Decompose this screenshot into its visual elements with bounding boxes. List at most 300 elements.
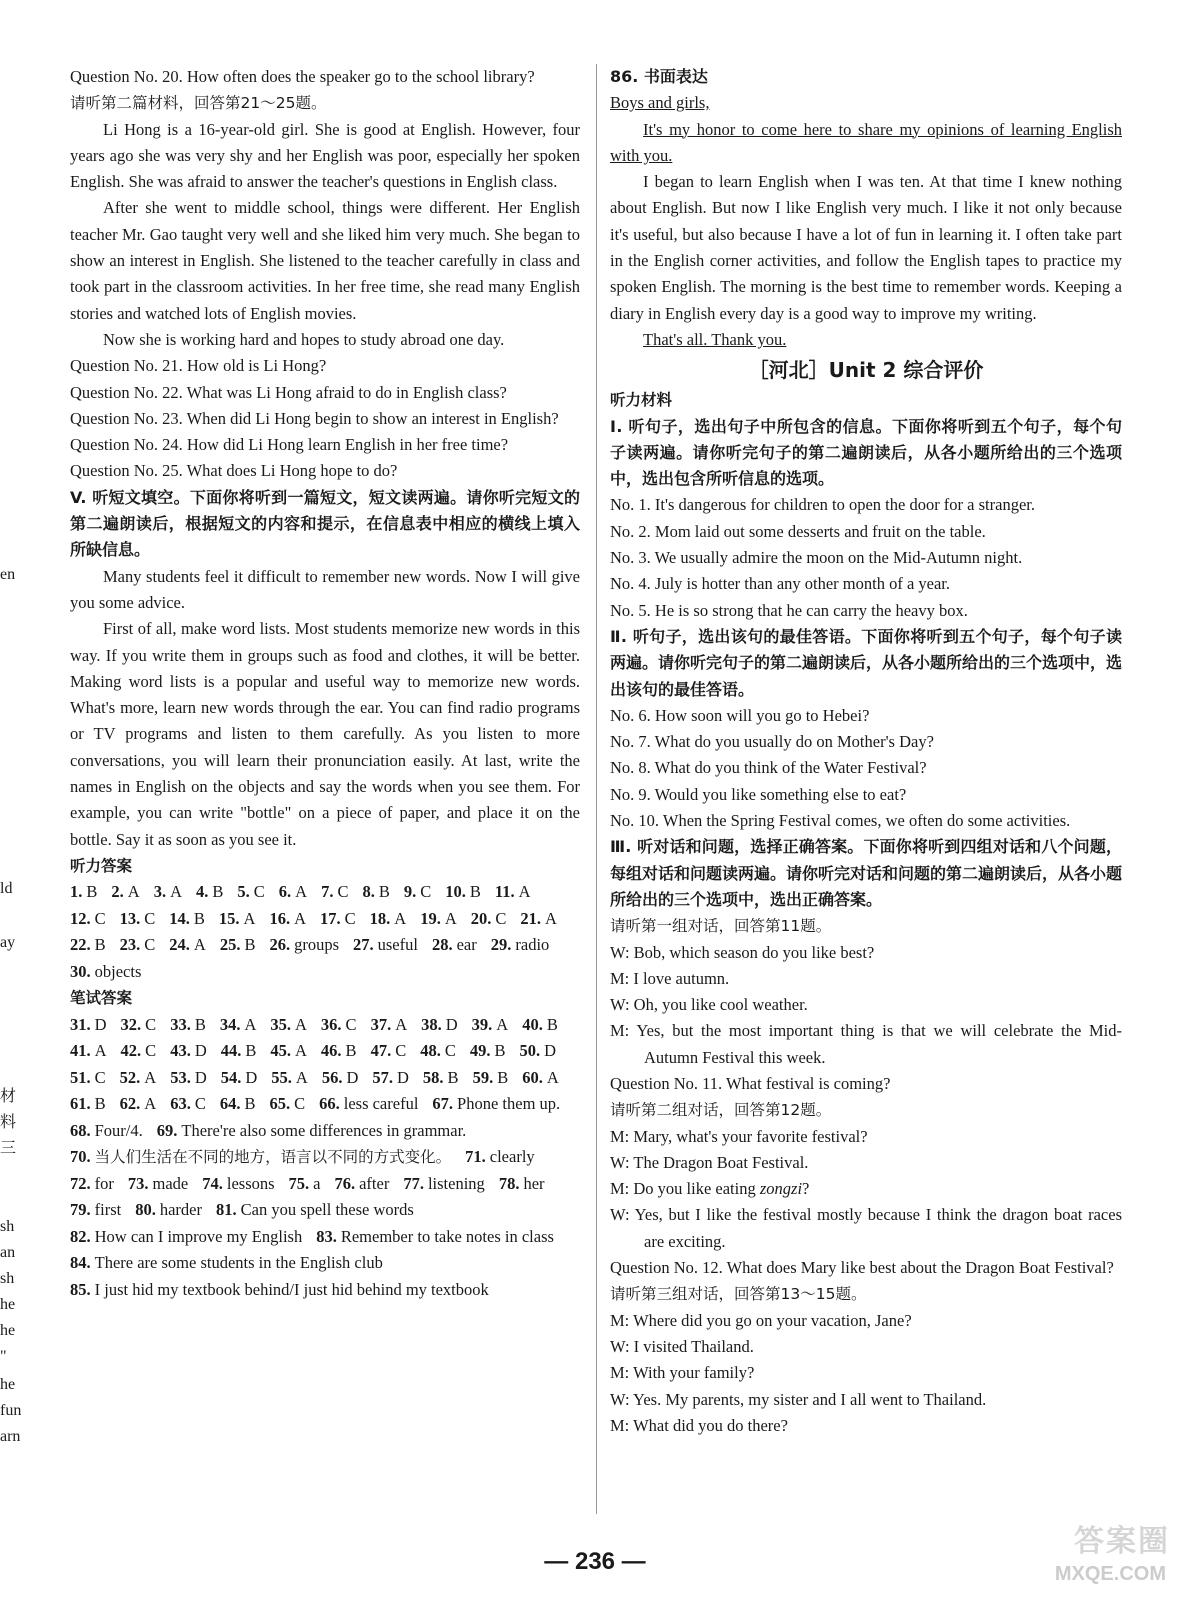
answer-item xyxy=(404,879,431,906)
answer-item xyxy=(370,906,407,933)
answer-value: B xyxy=(494,1041,506,1060)
answer-value: A xyxy=(243,908,256,928)
answer-value: first xyxy=(94,1200,122,1219)
answer-number: 75. xyxy=(288,1173,310,1193)
answer-item xyxy=(269,906,306,933)
answer-number: 19. xyxy=(420,908,441,928)
answer-value: C xyxy=(495,908,507,928)
question-25: Question No. 25. What does Li Hong hope to do? xyxy=(70,461,398,481)
margin-fragment: 料 xyxy=(0,1114,17,1131)
column-divider xyxy=(596,64,597,1514)
answer-item xyxy=(219,906,256,933)
answer-number: 42. xyxy=(120,1041,142,1060)
answer-value: lessons xyxy=(226,1173,275,1193)
answer-number: 35. xyxy=(270,1014,291,1034)
answer-number: 78. xyxy=(498,1173,520,1193)
answer-number: 55. xyxy=(271,1067,292,1087)
answer-number: 9. xyxy=(403,882,417,902)
answer-item xyxy=(121,1012,157,1039)
answer-value: A xyxy=(518,882,531,902)
answer-item xyxy=(279,879,307,906)
question-24: Question No. 24. How did Li Hong learn English in her free time? xyxy=(70,435,509,455)
answer-number: 23. xyxy=(119,935,141,955)
answer-item xyxy=(70,1091,106,1118)
answer-value: A xyxy=(295,1067,308,1087)
answer-item xyxy=(154,879,182,906)
answer-number: 47. xyxy=(370,1041,392,1060)
answer-value: A xyxy=(244,1014,257,1034)
answer-number: 32. xyxy=(120,1014,142,1034)
answer-item xyxy=(362,879,389,906)
unit-title: ［河北］Unit 2 综合评价 xyxy=(748,358,984,383)
answer-number: 69. xyxy=(156,1120,178,1140)
question-20: Question No. 20. How often does the speaker go to the school library? xyxy=(70,67,535,86)
answer-number: 10. xyxy=(445,882,466,902)
answer-item xyxy=(316,1224,554,1251)
answer-number: 81. xyxy=(215,1200,237,1219)
margin-fragment: 材 xyxy=(0,1088,17,1105)
answer-value: A xyxy=(295,882,308,902)
answer-value: B xyxy=(378,882,390,902)
answer-item xyxy=(271,1065,308,1092)
question-22: Question No. 22. What was Li Hong afraid to do in English class? xyxy=(70,382,507,402)
listening-answers-list xyxy=(70,879,580,985)
answer-number: 28. xyxy=(431,935,453,955)
answer-number: 79. xyxy=(70,1200,91,1219)
answer-number: 4. xyxy=(195,882,209,902)
answer-number: 70. xyxy=(70,1147,91,1166)
answer-value: D xyxy=(94,1014,107,1034)
answer-number: 29. xyxy=(490,935,512,955)
essay-closing: That's all. Thank you. xyxy=(643,329,787,349)
answer-value: C xyxy=(444,1041,456,1060)
answer-item xyxy=(170,1038,207,1065)
answer-number: 51. xyxy=(70,1067,91,1087)
section-3-instruction: Ⅲ. 听对话和问题，选择正确答案。下面你将听到四组对话和八个问题，每组对话和问题读两遍。请你听完对话和问题的第二遍朗读后，从各小题所给出的三个选项中，选出正确答案。 xyxy=(610,837,1123,909)
margin-fragment: arn xyxy=(0,1428,21,1445)
answer-value: B xyxy=(244,935,256,955)
dialogue-line: W: The Dragon Boat Festival. xyxy=(610,1152,809,1172)
answer-value: A xyxy=(127,882,140,902)
answer-number: 60. xyxy=(522,1067,543,1087)
answer-value: B xyxy=(86,882,98,902)
passage-paragraph: Li Hong is a 16-year-old girl. She is good at English. However, four years ago she was very shy and her English was poor, especially her spoken English. She was afraid to answer the teacher's questions in English class. xyxy=(70,119,580,192)
answer-item xyxy=(70,932,106,959)
answer-number: 66. xyxy=(319,1094,340,1113)
section-2-instruction: Ⅱ. 听句子，选出该句的最佳答语。下面你将听到五个句子，每个句子读两遍。请你听完句子的第二遍朗读后，从各小题所给出的三个选项中，选出该句的最佳答语。 xyxy=(610,626,1123,699)
answer-number: 45. xyxy=(270,1041,291,1060)
answer-number: 24. xyxy=(169,935,190,955)
answer-number: 56. xyxy=(321,1067,343,1087)
answer-item xyxy=(70,906,106,933)
answer-number: 2. xyxy=(111,882,124,902)
answer-number: 46. xyxy=(320,1041,342,1060)
answer-number: 15. xyxy=(218,908,240,928)
answer-item xyxy=(334,1171,389,1198)
answer-item xyxy=(70,1224,302,1251)
dialogue-line: W: Bob, which season do you like best? xyxy=(610,942,875,962)
answer-number: 1. xyxy=(70,882,83,902)
answer-value: B xyxy=(94,935,106,955)
answer-number: 12. xyxy=(70,908,91,928)
answer-value: 当人们生活在不同的地方，语言以不同的方式变化。 xyxy=(94,1148,452,1166)
answer-number: 22. xyxy=(70,935,91,955)
answer-number: 7. xyxy=(321,882,334,902)
answer-item xyxy=(120,906,156,933)
answer-item xyxy=(420,1038,456,1065)
answer-item xyxy=(321,1012,357,1039)
sentence-item: No. 9. Would you like something else to eat? xyxy=(610,784,907,804)
answer-value: A xyxy=(394,908,407,928)
answer-number: 77. xyxy=(403,1173,424,1193)
answer-value: C xyxy=(94,1067,106,1087)
margin-fragment: ld xyxy=(0,880,13,897)
answer-value: A xyxy=(94,1041,107,1060)
answer-item xyxy=(121,1038,157,1065)
answer-value: Can you spell these words xyxy=(240,1200,414,1219)
answer-number: 68. xyxy=(70,1120,91,1140)
sentence-item: No. 6. How soon will you go to Hebei? xyxy=(610,705,870,725)
answer-value: How can I improve my English xyxy=(94,1226,303,1246)
answer-number: 38. xyxy=(421,1014,442,1034)
answer-value: for xyxy=(94,1173,114,1193)
answer-number: 52. xyxy=(119,1067,141,1087)
dialogue-line: M: With your family? xyxy=(610,1363,755,1383)
left-column xyxy=(70,64,580,1303)
answer-number: 33. xyxy=(170,1014,191,1034)
answer-value: less careful xyxy=(343,1094,419,1113)
answer-item xyxy=(169,932,206,959)
answer-item xyxy=(499,1171,545,1198)
essay-opening: It's my honor to come here to share my opinions of learning English with you. xyxy=(610,119,1122,165)
dialogue-text: M: Do you like eating xyxy=(610,1179,760,1199)
answer-value: C xyxy=(94,908,106,928)
answer-item xyxy=(421,1012,458,1039)
answer-value: D xyxy=(544,1041,557,1060)
answer-number: 53. xyxy=(170,1067,191,1087)
answer-item xyxy=(470,1038,506,1065)
answer-item xyxy=(196,879,223,906)
answer-number: 34. xyxy=(219,1014,241,1034)
instruction-group-1: 请听第一组对话，回答第11题。 xyxy=(610,917,832,936)
answer-item xyxy=(170,1091,206,1118)
answer-item xyxy=(353,932,418,959)
dialogue-line: W: Yes. My parents, my sister and I all went to Thailand. xyxy=(610,1389,987,1409)
answer-value: ear xyxy=(456,935,477,955)
margin-fragment: he xyxy=(0,1296,16,1313)
sentence-item: No. 8. What do you think of the Water Festival? xyxy=(610,758,927,778)
watermark xyxy=(1010,1516,1170,1586)
answer-value: A xyxy=(295,1041,307,1060)
written-answers-list xyxy=(70,1012,580,1304)
dialogue-line: W: Oh, you like cool weather. xyxy=(610,995,808,1015)
answer-item xyxy=(269,932,339,959)
answer-item xyxy=(70,1065,106,1092)
answer-item xyxy=(120,932,156,959)
answer-number: 31. xyxy=(70,1014,91,1034)
dialogue-line: M: What did you do there? xyxy=(610,1415,788,1435)
instruction-passage-2: 请听第二篇材料，回答第21～25题。 xyxy=(70,94,327,113)
passage-paragraph: Many students feel it difficult to remember new words. Now I will give you some advice. xyxy=(70,566,580,612)
answer-value: a xyxy=(313,1173,321,1193)
answer-item xyxy=(202,1171,274,1198)
answer-value: A xyxy=(545,908,557,928)
answer-item xyxy=(471,906,507,933)
answer-item xyxy=(320,906,356,933)
answer-item xyxy=(420,906,457,933)
answer-item xyxy=(216,1197,414,1224)
answer-item xyxy=(372,1065,409,1092)
answer-number: 44. xyxy=(220,1041,242,1060)
margin-fragment: sh xyxy=(0,1218,15,1235)
margin-fragment: fun xyxy=(0,1402,22,1419)
dialogue-line: M: Yes, but the most important thing is that we will celebrate the Mid-Autumn Festival this week. xyxy=(610,1021,1122,1067)
answer-item xyxy=(170,1065,207,1092)
margin-fragment: sh xyxy=(0,1270,15,1287)
answer-item xyxy=(70,1171,114,1198)
dialogue-italic-word: zongzi xyxy=(759,1179,803,1199)
answer-value: her xyxy=(523,1173,545,1193)
answer-item xyxy=(237,879,264,906)
answer-item xyxy=(423,1065,459,1092)
answer-value: B xyxy=(244,1094,256,1113)
answer-number: 41. xyxy=(70,1041,91,1060)
section-5-instruction: V. 听短文填空。下面你将听到一篇短文，短文读两遍。请你听完短文的第二遍朗读后，根据短文的内容和提示，在信息表中相应的横线上填入所缺信息。 xyxy=(70,487,580,560)
answer-value: C xyxy=(194,1094,206,1113)
answer-number: 8. xyxy=(362,882,375,902)
answer-number: 5. xyxy=(237,882,250,902)
answer-item xyxy=(522,1065,559,1092)
answer-number: 21. xyxy=(520,908,542,928)
sentence-item: No. 5. He is so strong that he can carry the heavy box. xyxy=(610,600,968,620)
margin-fragment: he xyxy=(0,1322,16,1339)
answer-value: B xyxy=(245,1041,257,1060)
answer-item xyxy=(70,1144,451,1171)
answer-item xyxy=(70,879,97,906)
question-12: Question No. 12. What does Mary like best about the Dragon Boat Festival? xyxy=(610,1258,1114,1278)
answer-number: 26. xyxy=(269,935,291,955)
answer-value: after xyxy=(359,1173,390,1193)
answer-number: 14. xyxy=(169,908,190,928)
answer-value: C xyxy=(144,935,156,955)
answer-value: C xyxy=(145,1041,157,1060)
answer-value: C xyxy=(345,1014,357,1034)
answer-value: B xyxy=(194,1014,206,1034)
answer-item xyxy=(289,1171,321,1198)
answer-number: 74. xyxy=(202,1173,223,1193)
answer-item xyxy=(170,1012,206,1039)
watermark-logo: 答案圈 xyxy=(1074,1525,1170,1558)
answer-number: 36. xyxy=(320,1014,342,1034)
answer-item xyxy=(432,932,477,959)
answer-number: 11. xyxy=(494,882,515,902)
sentence-item: No. 4. July is hotter than any other month of a year. xyxy=(610,574,951,594)
answer-number: 6. xyxy=(278,882,292,902)
answer-value: C xyxy=(144,908,156,928)
answer-item xyxy=(70,1118,143,1145)
dialogue-line: M: Mary, what's your favorite festival? xyxy=(610,1126,868,1146)
answer-number: 62. xyxy=(119,1094,141,1113)
answer-number: 27. xyxy=(353,935,374,955)
answer-value: radio xyxy=(515,935,550,955)
essay-body: I began to learn English when I was ten. At that time I knew nothing about English. But now I like English very much. I like it not only because it's useful, but also because I have a lot of fun in learning it. I often take part in the English corner activities, and follow the English tapes to practice my spoken English. The morning is the best time to remember words. Keeping a diary in English every day is a good way to improve my writing. xyxy=(610,172,1122,323)
answer-value: Four/4. xyxy=(94,1120,143,1140)
sentence-item: No. 2. Mom laid out some desserts and fruit on the table. xyxy=(610,521,986,541)
answer-value: C xyxy=(294,1094,306,1113)
passage-paragraph: After she went to middle school, things were different. Her English teacher Mr. Gao taught very well and she liked him very much. She began to show an interest in English. She listened to the teacher carefully in class and took part in the classroom activities. In her free time, she read many English stories and watched lots of English movies. xyxy=(70,198,580,323)
answer-item xyxy=(135,1197,202,1224)
answer-number: 73. xyxy=(127,1173,149,1193)
answer-number: 48. xyxy=(420,1041,441,1060)
listening-answers-title: 听力答案 xyxy=(70,856,133,875)
answer-number: 71. xyxy=(465,1147,486,1166)
answer-value: B xyxy=(212,882,224,902)
answer-number: 13. xyxy=(119,908,141,928)
answer-item xyxy=(432,1091,560,1118)
answer-value: B xyxy=(497,1067,509,1087)
question-11: Question No. 11. What festival is coming? xyxy=(610,1073,891,1093)
answer-value: A xyxy=(144,1067,157,1087)
passage-paragraph: First of all, make word lists. Most students memorize new words in this way. If you write them in groups such as food and clothes, it will be better. Making word lists is a popular and useful way to memorize new words. What's more, learn new words through the ear. You can find radio programs or TV programs and listen to them carefully. As you listen to more conversations, you will learn their pronunciation easily. At last, write the names in English on the objects and say the words when you see them. For example, you can write "bottle" on a piece of paper, and place it on the bottle. Say it as soon as you see it. xyxy=(70,619,580,849)
answer-number: 57. xyxy=(372,1067,393,1087)
section-1-instruction: Ⅰ. 听句子，选出句子中所包含的信息。下面你将听到五个句子，每个句子读两遍。请你听完句子的第二遍朗读后，从各小题所给出的三个选项中，选出包含所听信息的选项。 xyxy=(610,416,1122,489)
answer-item xyxy=(70,1012,107,1039)
answer-item xyxy=(473,1065,509,1092)
answer-number: 61. xyxy=(70,1094,91,1113)
answer-item xyxy=(520,906,557,933)
answer-number: 18. xyxy=(369,908,391,928)
answer-item xyxy=(120,1065,157,1092)
answer-number: 83. xyxy=(316,1226,337,1246)
answer-value: A xyxy=(546,1067,559,1087)
answer-number: 49. xyxy=(469,1041,491,1060)
answer-value: objects xyxy=(94,961,142,981)
question-21: Question No. 21. How old is Li Hong? xyxy=(70,356,327,376)
answer-value: D xyxy=(194,1067,207,1087)
answer-number: 67. xyxy=(432,1094,454,1113)
answer-number: 82. xyxy=(70,1226,91,1246)
question-23: Question No. 23. When did Li Hong begin to show an interest in English? xyxy=(70,408,559,428)
answer-value: clearly xyxy=(489,1147,535,1166)
answer-number: 25. xyxy=(219,935,241,955)
answer-item xyxy=(70,959,141,986)
answer-value: A xyxy=(144,1094,157,1113)
watermark-url: MXQE.COM xyxy=(1054,1563,1166,1585)
answer-number: 17. xyxy=(320,908,341,928)
answer-value: There're also some differences in grammar. xyxy=(181,1120,467,1140)
answer-item xyxy=(111,879,139,906)
answer-item xyxy=(445,879,481,906)
dialogue-line: W: Yes, but I like the festival mostly because I think the dragon boat races are exciting. xyxy=(610,1205,1122,1251)
answer-value: C xyxy=(344,908,356,928)
answer-item xyxy=(221,1038,257,1065)
answer-number: 85. xyxy=(70,1279,91,1299)
answer-item xyxy=(270,1012,307,1039)
answer-number: 54. xyxy=(220,1067,242,1087)
answer-value: B xyxy=(447,1067,459,1087)
answer-item xyxy=(220,1012,257,1039)
passage-paragraph: Now she is working hard and hopes to study abroad one day. xyxy=(103,329,505,349)
answer-value: A xyxy=(444,908,457,928)
dialogue-line: W: I visited Thailand. xyxy=(610,1336,754,1356)
answer-value: Phone them up. xyxy=(457,1094,561,1113)
answer-number: 59. xyxy=(472,1067,494,1087)
answer-value: C xyxy=(145,1014,157,1034)
answer-value: C xyxy=(420,882,432,902)
listening-material-title: 听力材料 xyxy=(610,391,673,410)
answer-number: 64. xyxy=(219,1094,241,1113)
answer-value: Remember to take notes in class xyxy=(340,1226,554,1246)
dialogue-line: M: I love autumn. xyxy=(610,968,730,988)
answer-value: useful xyxy=(377,935,418,955)
answer-value: B xyxy=(546,1014,558,1034)
answer-number: 16. xyxy=(269,908,291,928)
answer-number: 50. xyxy=(519,1041,541,1060)
written-answers-title: 笔试答案 xyxy=(70,989,133,1008)
answer-value: A xyxy=(170,882,182,902)
answer-item xyxy=(70,1038,107,1065)
answer-item xyxy=(321,1038,357,1065)
right-column xyxy=(610,64,1122,1439)
answer-number: 80. xyxy=(135,1200,156,1219)
answer-item xyxy=(221,1065,258,1092)
answer-value: D xyxy=(245,1067,258,1087)
answer-value: D xyxy=(445,1014,458,1034)
answer-value: D xyxy=(397,1067,409,1087)
answer-value: A xyxy=(294,908,307,928)
answer-item xyxy=(319,1091,418,1118)
dialogue-text: ? xyxy=(802,1179,810,1199)
answer-item xyxy=(519,1038,556,1065)
essay-greeting: Boys and girls, xyxy=(610,93,710,113)
answer-item xyxy=(321,879,348,906)
answer-value: C xyxy=(337,882,349,902)
answer-value: B xyxy=(193,908,205,928)
answer-item xyxy=(322,1065,359,1092)
answer-item xyxy=(465,1144,535,1171)
answer-number: 58. xyxy=(422,1067,444,1087)
answer-value: D xyxy=(346,1067,359,1087)
answer-number: 37. xyxy=(370,1014,392,1034)
answer-number: 76. xyxy=(334,1173,356,1193)
answer-value: A xyxy=(295,1014,307,1034)
answer-value: B xyxy=(345,1041,357,1060)
answer-number: 39. xyxy=(471,1014,493,1034)
dialogue-line xyxy=(610,1176,1122,1202)
answer-value: made xyxy=(152,1173,189,1193)
answer-item xyxy=(220,1091,256,1118)
answer-item xyxy=(70,1197,121,1224)
writing-task-title: 86. 书面表达 xyxy=(610,67,708,86)
instruction-group-3: 请听第三组对话，回答第13～15题。 xyxy=(610,1285,867,1304)
page-number: — 236 — xyxy=(544,1548,646,1575)
answer-item xyxy=(269,1091,305,1118)
answer-number: 63. xyxy=(170,1094,191,1113)
margin-fragment: he xyxy=(0,1376,16,1393)
answer-item xyxy=(70,1250,383,1277)
answer-value: harder xyxy=(159,1200,202,1219)
answer-value: C xyxy=(395,1041,407,1060)
sentence-item: No. 10. When the Spring Festival comes, we often do some activities. xyxy=(610,811,1071,831)
answer-item xyxy=(495,879,531,906)
answer-number: 30. xyxy=(70,961,91,981)
answer-item xyxy=(157,1118,467,1145)
sentence-item: No. 7. What do you usually do on Mother's Day? xyxy=(610,732,934,752)
answer-value: There are some students in the English club xyxy=(94,1253,383,1272)
dialogue-line: M: Where did you go on your vacation, Jane? xyxy=(610,1310,912,1330)
margin-fragment: en xyxy=(0,566,16,583)
answer-value: groups xyxy=(294,935,340,955)
